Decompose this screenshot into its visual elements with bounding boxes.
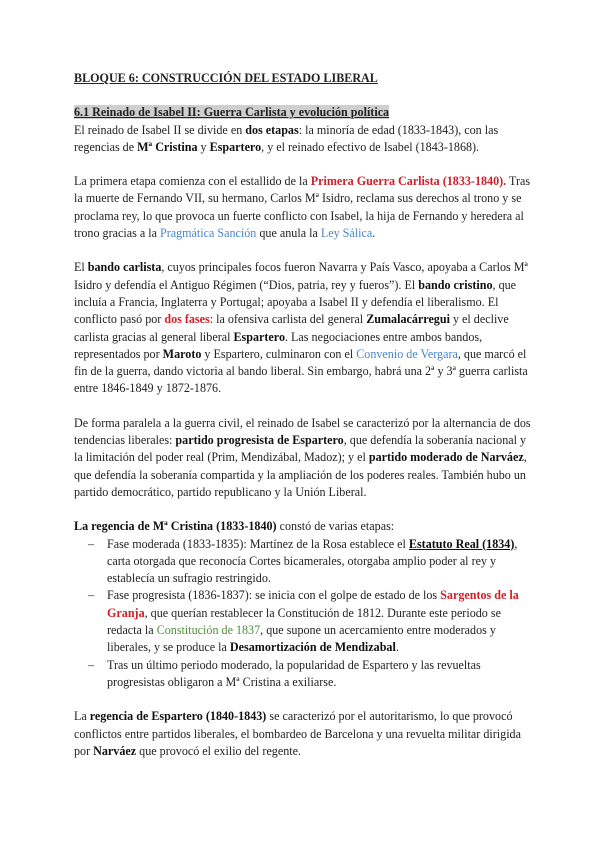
text: . Las negociaciones entre ambos bandos, representados por [74, 329, 483, 361]
paragraph-regencia-cristina [74, 518, 534, 535]
bold-text: bando cristino [418, 277, 493, 292]
text: . [372, 226, 376, 241]
text: El reinado de Isabel II se divide en [74, 122, 246, 137]
text: , que defendía la soberanía compartida y la ampliación de los poderes reales. También hubo un partido democrático, partido republicano y la Unión Liberal. [74, 450, 527, 499]
list-item [107, 657, 534, 692]
section-heading-text: 6.1 Reinado de Isabel II: Guerra Carlista y evolución política [74, 105, 390, 120]
text: que anula la [256, 226, 321, 241]
bold-underlined-text: Estatuto Real (1834) [408, 536, 515, 551]
bold-text: partido moderado de Narváez [368, 450, 524, 465]
bold-text: Desamortización de Mendizabal [229, 640, 396, 655]
text: , que defendía la soberanía nacional y la limitación del poder real (Prim, Mendizábal, Madoz); y el [74, 433, 527, 465]
bold-text: dos etapas [245, 122, 299, 137]
text: y [197, 139, 210, 154]
text: , carta otorgada que reconocía Cortes bicamerales, otorgaba amplio poder al rey y establecía un sufragio restringido. [107, 536, 518, 586]
bold-text: Narváez [93, 743, 137, 758]
text: y el declive carlista gracias al general liberal [74, 312, 509, 344]
highlight-blue: Ley Sálica [320, 226, 373, 241]
text: De forma paralela a la guerra civil, el reinado de Isabel se caracterizó por la alternancia de dos tendencias liberales: [74, 415, 531, 448]
bold-text: bando carlista [87, 260, 162, 275]
highlight-red: Sargentos de la Granja [107, 588, 519, 620]
highlight-blue: Pragmática Sanción [159, 226, 257, 241]
document-title: BLOQUE 6: CONSTRUCCIÓN DEL ESTADO LIBERAL [74, 71, 378, 85]
text: que provocó el exilio del regente. [136, 743, 302, 758]
bold-text: regencia de Espartero (1840-1843) [89, 709, 267, 724]
text: , que incluía a Francia, Inglaterra y Portugal; apoyaba a Isabel II y defendía el liberalismo. El conflicto pasó por [74, 277, 517, 327]
text: El [74, 260, 88, 275]
list-item [107, 536, 534, 588]
text: : la ofensiva carlista del general [209, 312, 367, 327]
section-heading [74, 104, 534, 121]
bold-text: Zumalacárregui [366, 312, 450, 327]
text: Fase moderada (1833-1835): Martínez de la Rosa establece el [107, 536, 409, 551]
bold-text: Espartero [233, 329, 285, 344]
text: , que supone un acercamiento entre moderados y liberales, y se produce la [107, 623, 496, 655]
text: constó de varias etapas: [276, 519, 395, 534]
highlight-red: Primera Guerra Carlista (1833-1840). [310, 174, 507, 189]
highlight-red: dos fases [164, 312, 210, 327]
bold-text: partido progresista de Espartero [175, 433, 344, 448]
paragraph-first-war [74, 173, 534, 242]
text: , y el reinado efectivo de Isabel (1843-1868). [261, 139, 480, 154]
paragraph-regencia-espartero [74, 708, 534, 760]
text: se caracterizó por el autoritarismo, lo que provocó conflictos entre partidos liberales, el bombardeo de Barcelona y una revuelta militar dirigida por [74, 709, 521, 758]
text: La [74, 709, 90, 724]
paragraph-bandos [74, 259, 534, 397]
text: Tras un último periodo moderado, la popularidad de Espartero y las revueltas progresistas obligaron a Mª Cristina a exiliarse. [107, 657, 481, 689]
text: , cuyos principales focos fueron Navarra y País Vasco, apoyaba a Carlos Mª Isidro y defendía el Antiguo Régimen (“Dios, patria, rey y fueros”). El [74, 260, 528, 292]
paragraph-partidos [74, 415, 534, 501]
text: Fase progresista (1836-1837): se inicia con el golpe de estado de los [107, 588, 441, 603]
paragraph-intro [74, 122, 534, 157]
bold-text: Maroto [162, 346, 202, 361]
text: , que querían restablecer la Constitución de 1812. Durante este periodo se redacta la [107, 605, 501, 638]
bold-text: La regencia de Mª Cristina (1833-1840) [74, 519, 277, 534]
bold-text: Mª Cristina [137, 139, 198, 154]
text: y Espartero, culminaron con el [201, 346, 357, 361]
text: . [395, 640, 399, 655]
text: Tras la muerte de Fernando VII, su hermano, Carlos Mª Isidro, reclama sus derechos al trono y se proclama rey, lo que provoca un fuerte conflicto con Isabel, la hija de Fernando y heredera al trono gracias a la [74, 174, 531, 241]
regencia-phases-list [74, 536, 534, 692]
document-page [74, 70, 534, 777]
highlight-green: Constitución de 1837 [156, 623, 261, 638]
text: , que marcó el fin de la guerra, dando victoria al bando liberal. Sin embargo, habrá una 2ª y 3ª guerra carlista entre 1846-1849 y 1872-1876. [74, 346, 528, 396]
list-item [107, 587, 534, 656]
text: La primera etapa comienza con el estallido de la [74, 174, 311, 189]
bold-text: Espartero [209, 139, 262, 154]
text: : la minoría de edad (1833-1843), con las regencias de [74, 122, 499, 154]
highlight-blue: Convenio de Vergara [356, 346, 458, 361]
